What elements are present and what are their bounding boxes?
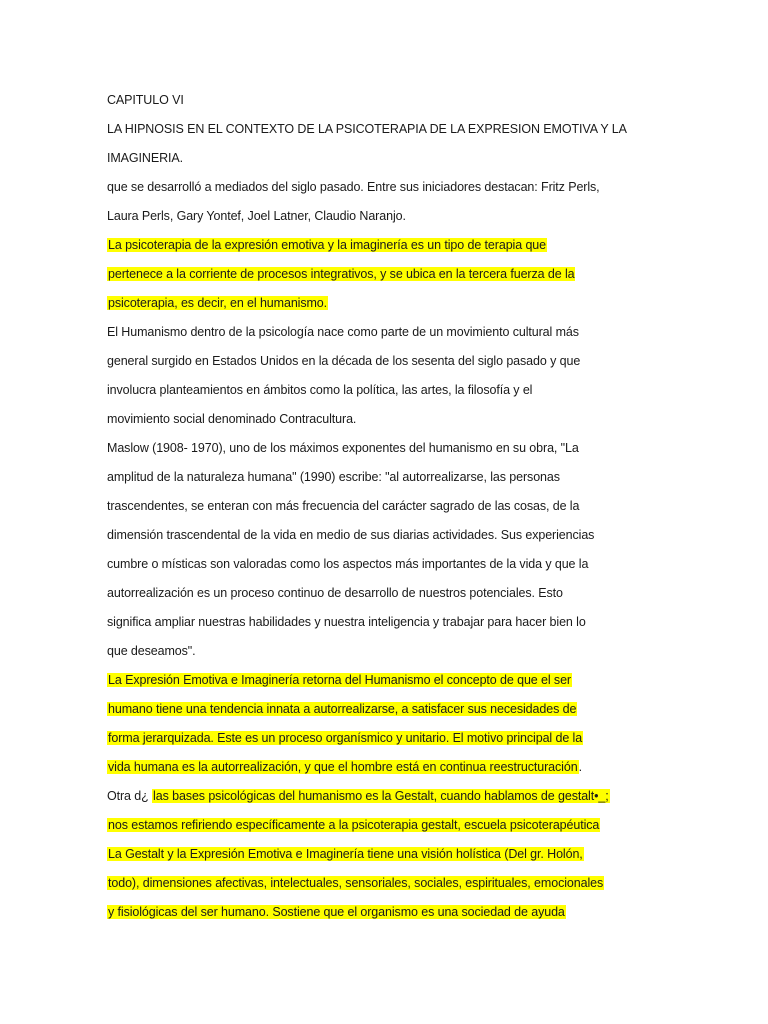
highlighted-text: las bases psicológicas del humanismo es la Gestalt, cuando hablamos de gestalt•_; xyxy=(153,789,609,803)
paragraph-4-line: trascendentes, se enteran con más frecuencia del carácter sagrado de las cosas, de la xyxy=(107,499,580,513)
highlighted-text: La psicoterapia de la expresión emotiva y la imaginería es un tipo de terapia que xyxy=(108,238,547,252)
highlighted-text: humano tiene una tendencia innata a autorrealizarse, a satisfacer sus necesidades de xyxy=(108,702,577,716)
highlighted-line xyxy=(107,698,577,720)
highlighted-text: pertenece a la corriente de procesos integrativos, y se ubica en la tercera fuerza de la xyxy=(108,267,575,281)
paragraph-4-line: Maslow (1908- 1970), uno de los máximos exponentes del humanismo en su obra, "La xyxy=(107,441,579,455)
paragraph-1-line: Laura Perls, Gary Yontef, Joel Latner, Claudio Naranjo. xyxy=(107,209,406,223)
highlighted-text: nos estamos refiriendo específicamente a la psicoterapia gestalt, escuela psicoterapéutica xyxy=(108,818,600,832)
mixed-line xyxy=(107,785,610,807)
highlighted-line xyxy=(107,263,575,285)
highlighted-text: forma jerarquizada. Este es un proceso organísmico y unitario. El motivo principal de la xyxy=(108,731,583,745)
highlighted-text: vida humana es la autorrealización, y que el hombre está en continua reestructuración xyxy=(108,760,578,774)
highlighted-line xyxy=(107,872,604,894)
highlighted-line xyxy=(107,727,583,749)
plain-text: . xyxy=(578,760,582,774)
highlighted-text: todo), dimensiones afectivas, intelectuales, sensoriales, sociales, espirituales, emocionales xyxy=(108,876,604,890)
paragraph-4-line: amplitud de la naturaleza humana" (1990) escribe: "al autorrealizarse, las personas xyxy=(107,470,560,484)
highlighted-text: y fisiológicas del ser humano. Sostiene que el organismo es una sociedad de ayuda xyxy=(108,905,565,919)
highlighted-line xyxy=(107,234,547,256)
highlighted-text: La Gestalt y la Expresión Emotiva e Imaginería tiene una visión holística (Del gr. Holón, xyxy=(108,847,583,861)
highlighted-text: psicoterapia, es decir, en el humanismo. xyxy=(108,296,328,310)
paragraph-3-line: movimiento social denominado Contracultura. xyxy=(107,412,357,426)
highlighted-line xyxy=(107,669,572,691)
chapter-heading: CAPITULO VI xyxy=(107,93,184,107)
paragraph-3-line: general surgido en Estados Unidos en la década de los sesenta del siglo pasado y que xyxy=(107,354,581,368)
paragraph-3-line: involucra planteamientos en ámbitos como la política, las artes, la filosofía y el xyxy=(107,383,533,397)
highlighted-line xyxy=(107,756,582,778)
highlighted-text: La Expresión Emotiva e Imaginería retorna del Humanismo el concepto de que el ser xyxy=(108,673,571,687)
paragraph-4-line: cumbre o místicas son valoradas como los aspectos más importantes de la vida y que la xyxy=(107,557,589,571)
highlighted-line xyxy=(107,901,566,923)
paragraph-4-line: dimensión trascendental de la vida en medio de sus diarias actividades. Sus experiencias xyxy=(107,528,595,542)
paragraph-4-line: autorrealización es un proceso continuo de desarrollo de nuestros potenciales. Esto xyxy=(107,586,563,600)
paragraph-1-line: que se desarrolló a mediados del siglo pasado. Entre sus iniciadores destacan: Fritz Perls, xyxy=(107,180,600,194)
chapter-title-line-2: IMAGINERIA. xyxy=(107,151,183,165)
chapter-title-line-1: LA HIPNOSIS EN EL CONTEXTO DE LA PSICOTERAPIA DE LA EXPRESION EMOTIVA Y LA xyxy=(107,122,627,136)
highlighted-line xyxy=(107,843,584,865)
paragraph-4-line: significa ampliar nuestras habilidades y nuestra inteligencia y trabajar para hacer bien lo xyxy=(107,615,586,629)
plain-text: Otra d¿ xyxy=(107,789,149,803)
paragraph-4-line: que deseamos". xyxy=(107,644,196,658)
highlighted-line xyxy=(107,814,600,836)
highlighted-line xyxy=(107,292,328,314)
paragraph-3-line: El Humanismo dentro de la psicología nace como parte de un movimiento cultural más xyxy=(107,325,579,339)
